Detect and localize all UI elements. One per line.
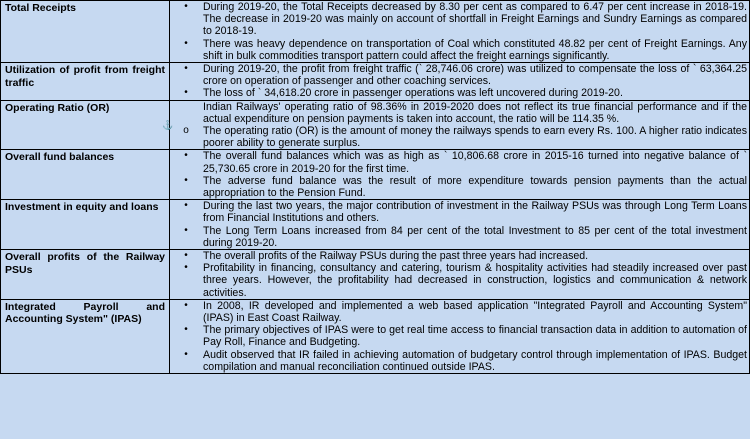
list-item xyxy=(170,262,747,299)
list-item xyxy=(170,324,747,348)
bullet-text: The loss of ` 34,618.20 crore in passenger operations was left uncovered during 2019-20. xyxy=(203,87,623,100)
bullet-marker: • xyxy=(184,299,188,311)
list-item xyxy=(170,1,747,38)
row-topic: Investment in equity and loans xyxy=(1,200,170,250)
row-topic: Overall profits of the Railway PSUs xyxy=(1,250,170,300)
bullet-marker: • xyxy=(184,150,188,162)
bullet-marker: • xyxy=(184,87,188,99)
table-row xyxy=(1,1,750,63)
table-row xyxy=(1,63,750,101)
table-row xyxy=(1,250,750,300)
bullet-list xyxy=(170,150,747,199)
bullet-marker: • xyxy=(184,348,188,360)
table-row xyxy=(1,200,750,250)
list-item xyxy=(170,200,747,224)
row-points xyxy=(170,299,750,373)
list-item xyxy=(170,101,747,125)
bullet-marker: • xyxy=(184,37,188,49)
bullet-text: During the last two years, the major contribution of investment in the Railway PSUs was through Long Term Loans from Financial Institutions and others. xyxy=(203,200,747,225)
bullet-marker: • xyxy=(184,1,188,12)
table-row xyxy=(1,299,750,373)
row-points xyxy=(170,100,750,150)
bullet-text: In 2008, IR developed and implemented a web based application "Integrated Payroll and Accounting System" (IPAS) in East Coast Railway. xyxy=(203,299,747,325)
bullet-text: Profitability in financing, consultancy and catering, tourism & hospitality activities had steadily increased over past three years. However, the profitability had decreased in construction, logistics and communication & network activities. xyxy=(203,262,747,299)
table-row xyxy=(1,100,750,150)
bullet-list xyxy=(170,250,747,299)
list-item xyxy=(170,125,747,149)
bullet-text: Indian Railways' operating ratio of 98.36% in 2019-2020 does not reflect its true financial performance and if the actual expenditure on pension payments is taken into account, the ratio will be 114.35 %. xyxy=(203,100,747,125)
list-item xyxy=(170,175,747,199)
list-item xyxy=(170,38,747,62)
row-topic: Integrated Payroll and Accounting System" (IPAS) xyxy=(1,299,170,373)
summary-table-body xyxy=(1,1,750,374)
row-points xyxy=(170,150,750,200)
bullet-text: During 2019-20, the profit from freight traffic (` 28,746.06 crore) was utilized to compensate the loss of ` 63,364.25 crore on operation of passenger and other coaching services. xyxy=(203,63,747,88)
row-topic: Utilization of profit from freight traffic xyxy=(1,63,170,101)
bullet-text: The operating ratio (OR) is the amount of money the railways spends to earn every Rs. 100. A higher ratio indicates poorer ability to generate surplus. xyxy=(203,125,747,150)
bullet-text: The overall fund balances which was as high as ` 10,806.68 crore in 2015-16 turned into negative balance of ` 25,730.65 crore in 2019-20 for the first time. xyxy=(203,150,747,175)
bullet-marker: • xyxy=(184,250,188,262)
list-item xyxy=(170,150,747,174)
list-item xyxy=(170,225,747,249)
row-points xyxy=(170,1,750,63)
bullet-marker: • xyxy=(184,63,188,75)
row-points xyxy=(170,63,750,101)
table-row xyxy=(1,150,750,200)
bullet-text: The primary objectives of IPAS were to get real time access to financial transaction data in addition to automation of Pay Roll, Finance and Budgeting. xyxy=(203,324,747,349)
bullet-marker: o xyxy=(183,125,189,137)
list-item xyxy=(170,250,747,262)
bullet-list xyxy=(170,200,747,249)
list-item xyxy=(170,87,747,99)
anchor-icon: ⚓ xyxy=(162,120,174,130)
bullet-text: The Long Term Loans increased from 84 per cent of the total Investment to 85 per cent of the total investment during 2019-20. xyxy=(203,224,747,249)
bullet-marker: • xyxy=(184,174,188,186)
row-topic: Overall fund balances xyxy=(1,150,170,200)
bullet-marker: • xyxy=(184,324,188,336)
bullet-marker: • xyxy=(184,200,188,212)
bullet-list xyxy=(170,300,747,373)
bullet-text: The overall profits of the Railway PSUs during the past three years had increased. xyxy=(203,250,589,263)
list-item xyxy=(170,63,747,87)
bullet-list xyxy=(170,1,747,62)
bullet-text: There was heavy dependence on transportation of Coal which constituted 48.82 per cent of Freight Earnings. Any shift in bulk commodities transport pattern could affect the freight earnings significantly. xyxy=(203,37,747,62)
row-points xyxy=(170,250,750,300)
row-topic: Operating Ratio (OR) xyxy=(1,100,170,150)
list-item xyxy=(170,349,747,373)
bullet-text: The adverse fund balance was the result of more expenditure towards pension payments than the actual appropriation to the Pension Fund. xyxy=(203,174,747,200)
bullet-text: Audit observed that IR failed in achieving automation of budgetary control through implementation of IPAS. Budget compilation and manual reconciliation continued outside IPAS. xyxy=(203,348,747,373)
bullet-list xyxy=(170,63,747,100)
row-points xyxy=(170,200,750,250)
bullet-marker: • xyxy=(184,224,188,236)
list-item xyxy=(170,300,747,324)
bullet-marker: • xyxy=(184,262,188,274)
bullet-list xyxy=(170,101,747,150)
row-topic: Total Receipts xyxy=(1,1,170,63)
bullet-text: During 2019-20, the Total Receipts decreased by 8.30 per cent as compared to 6.47 per cent increase in 2018-19. The decrease in 2019-20 was mainly on account of shortfall in Freight Earnings and Sundry Earnings as compared to 2018-19. xyxy=(203,1,747,38)
